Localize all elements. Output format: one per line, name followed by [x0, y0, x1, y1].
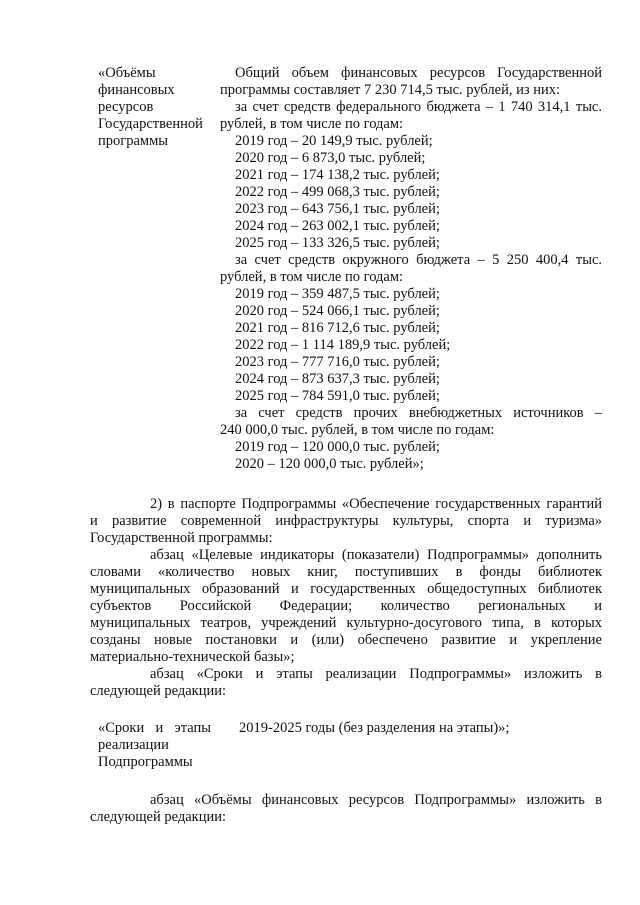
value-line: 2025 год – 133 326,5 тыс. рублей; — [235, 235, 440, 251]
value-line: 2022 год – 1 114 189,9 тыс. рублей; — [235, 337, 451, 353]
value-line: 2022 год – 499 068,3 тыс. рублей; — [235, 184, 440, 200]
paragraph-line: абзац «Объёмы финансовых ресурсов Подпрограммы» изложить в — [150, 792, 602, 808]
value-line: 2023 год – 643 756,1 тыс. рублей; — [235, 201, 440, 217]
label-line: реализации — [98, 737, 169, 753]
paragraph-line: следующей редакции: — [90, 683, 227, 699]
value-line: Общий объем финансовых ресурсов Государственной — [235, 65, 602, 81]
value-line: программы составляет 7 230 714,5 тыс. рублей, из них: — [220, 82, 560, 98]
paragraph-line: муниципальных образований и государственных общедоступных библиотек — [90, 581, 602, 597]
label-line: ресурсов — [98, 99, 154, 115]
value-line: 2021 год – 174 138,2 тыс. рублей; — [235, 167, 440, 183]
paragraph-line: созданы новые постановки и (или) обеспечено развитие и укрепление — [90, 632, 602, 648]
paragraph-line: Государственной программы: — [90, 530, 273, 546]
label-line: Подпрограммы — [98, 754, 193, 770]
paragraph-line: абзац «Сроки и этапы реализации Подпрограммы» изложить в — [150, 666, 602, 682]
value-line: рублей, в том числе по годам: — [220, 269, 404, 285]
paragraph-line: и развитие современной инфраструктуры культуры, спорта и туризма» — [90, 513, 602, 529]
label-line: «Объёмы — [98, 65, 156, 81]
paragraph-line: муниципальных театров, учреждений культурно-досугового типа, в которых — [90, 615, 602, 631]
value-line: 2019 год – 20 149,9 тыс. рублей; — [235, 133, 433, 149]
value-line: рублей, в том числе по годам: — [220, 116, 404, 132]
value-line: 2020 – 120 000,0 тыс. рублей»; — [235, 456, 424, 472]
value-line: 2024 год – 263 002,1 тыс. рублей; — [235, 218, 440, 234]
value-line: 2020 год – 6 873,0 тыс. рублей; — [235, 150, 426, 166]
value-line: за счет средств окружного бюджета – 5 250 400,4 тыс. — [235, 252, 602, 268]
value-line: за счет средств прочих внебюджетных источников – — [235, 405, 602, 421]
paragraph-line: абзац «Целевые индикаторы (показатели) Подпрограммы» дополнить — [150, 547, 602, 563]
paragraph-line: 2) в паспорте Подпрограммы «Обеспечение государственных гарантий — [150, 496, 602, 512]
value-line: 2019 год – 359 487,5 тыс. рублей; — [235, 286, 440, 302]
label-line: финансовых — [98, 82, 175, 98]
value-line: 2019 год – 120 000,0 тыс. рублей; — [235, 439, 440, 455]
value-line: 240 000,0 тыс. рублей, в том числе по годам: — [220, 422, 495, 438]
value-line: 2020 год – 524 066,1 тыс. рублей; — [235, 303, 440, 319]
value-line: 2021 год – 816 712,6 тыс. рублей; — [235, 320, 440, 336]
paragraph-line: следующей редакции: — [90, 809, 227, 825]
value-line: 2024 год – 873 637,3 тыс. рублей; — [235, 371, 440, 387]
paragraph-line: словами «количество новых книг, поступивших в фонды библиотек — [90, 564, 602, 580]
label-line: «Сроки и этапы — [98, 720, 211, 736]
value-line: 2025 год – 784 591,0 тыс. рублей; — [235, 388, 440, 404]
table2-value: 2019-2025 годы (без разделения на этапы)»; — [239, 720, 510, 736]
paragraph-line: материально-технической базы»; — [90, 649, 295, 665]
value-line: 2023 год – 777 716,0 тыс. рублей; — [235, 354, 440, 370]
value-line: за счет средств федерального бюджета – 1 740 314,1 тыс. — [235, 99, 602, 115]
label-line: Государственной — [98, 116, 203, 132]
paragraph-line: субъектов Российской Федерации; количество региональных и — [90, 598, 602, 614]
label-line: программы — [98, 133, 168, 149]
